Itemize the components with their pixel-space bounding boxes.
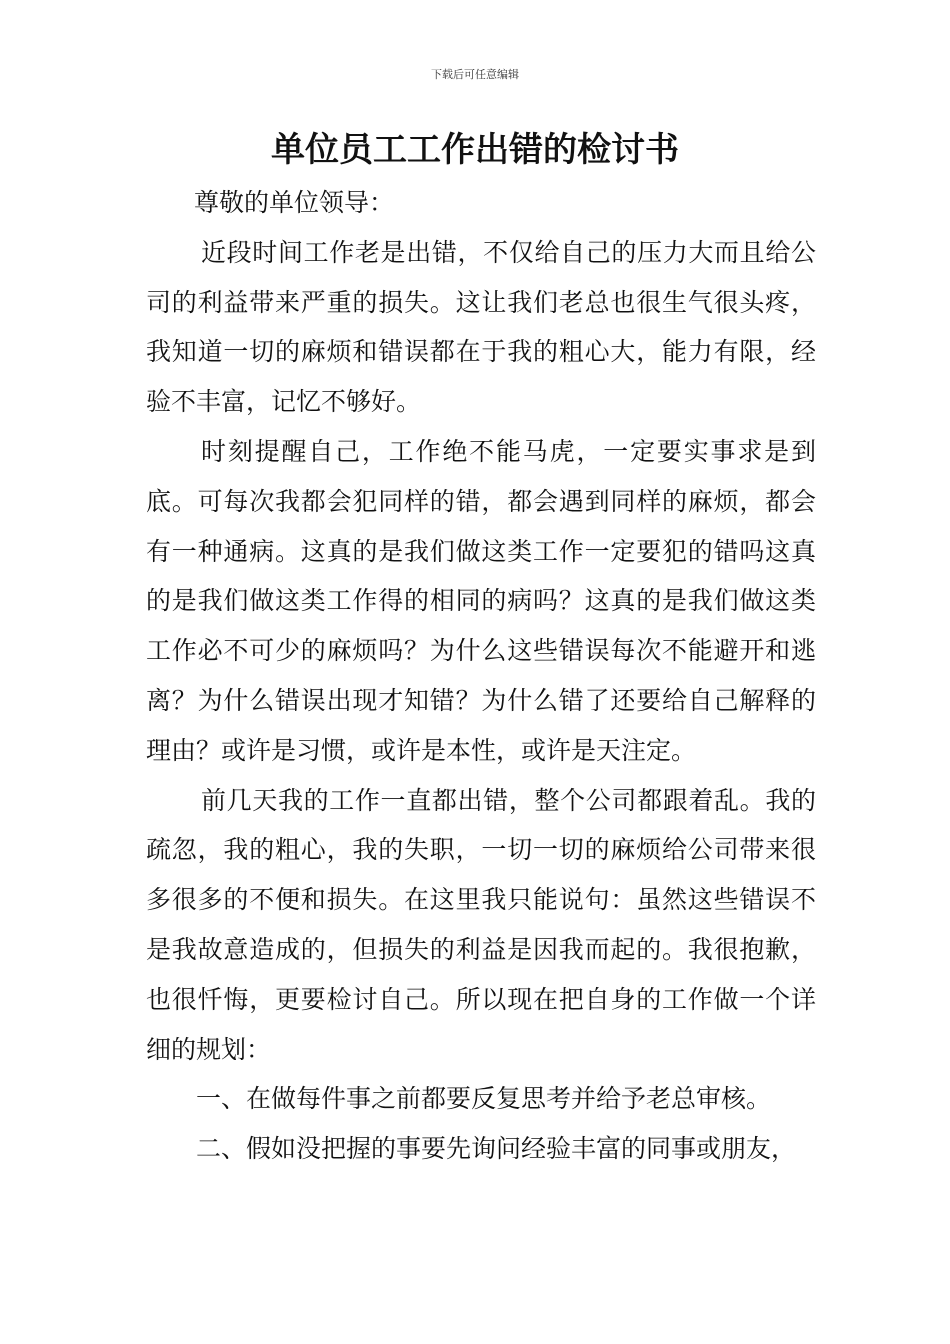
header-note: 下载后可任意编辑 bbox=[431, 68, 519, 81]
document-title: 单位员工工作出错的检讨书 bbox=[271, 130, 679, 170]
paragraph-3: 前几天我的工作一直都出错，整个公司都跟着乱。我的疏忽，我的粗心，我的失职，一切一切的麻烦给公司带来很多很多的不便和损失。在这里我只能说句：虽然这些错误不是我故意造成的，但损失的利益是因我而起的。我很抱歉，也很忏悔，更要检讨自己。所以现在把自身的工作做一个详细的规划： bbox=[146, 785, 816, 1064]
document-body bbox=[146, 178, 816, 1174]
paragraph-2: 时刻提醒自己，工作绝不能马虎，一定要实事求是到底。可每次我都会犯同样的错，都会遇到同样的麻烦，都会有一种通病。这真的是我们做这类工作一定要犯的错吗这真的是我们做这类工作得的相同的病吗？这真的是我们做这类工作必不可少的麻烦吗？为什么这些错误每次不能避开和逃离？为什么错误出现才知错？为什么错了还要给自己解释的理由？或许是习惯，或许是本性，或许是天注定。 bbox=[146, 436, 816, 765]
paragraph-1: 近段时间工作老是出错，不仅给自己的压力大而且给公司的利益带来严重的损失。这让我们老总也很生气很头疼，我知道一切的麻烦和错误都在于我的粗心大，能力有限，经验不丰富，记忆不够好。 bbox=[146, 237, 816, 417]
salutation: 尊敬的单位领导： bbox=[194, 188, 395, 217]
list-item-1: 一、在做每件事之前都要反复思考并给予老总审核。 bbox=[196, 1084, 772, 1114]
list-item-2: 二、假如没把握的事要先询问经验丰富的同事或朋友， bbox=[196, 1134, 797, 1164]
